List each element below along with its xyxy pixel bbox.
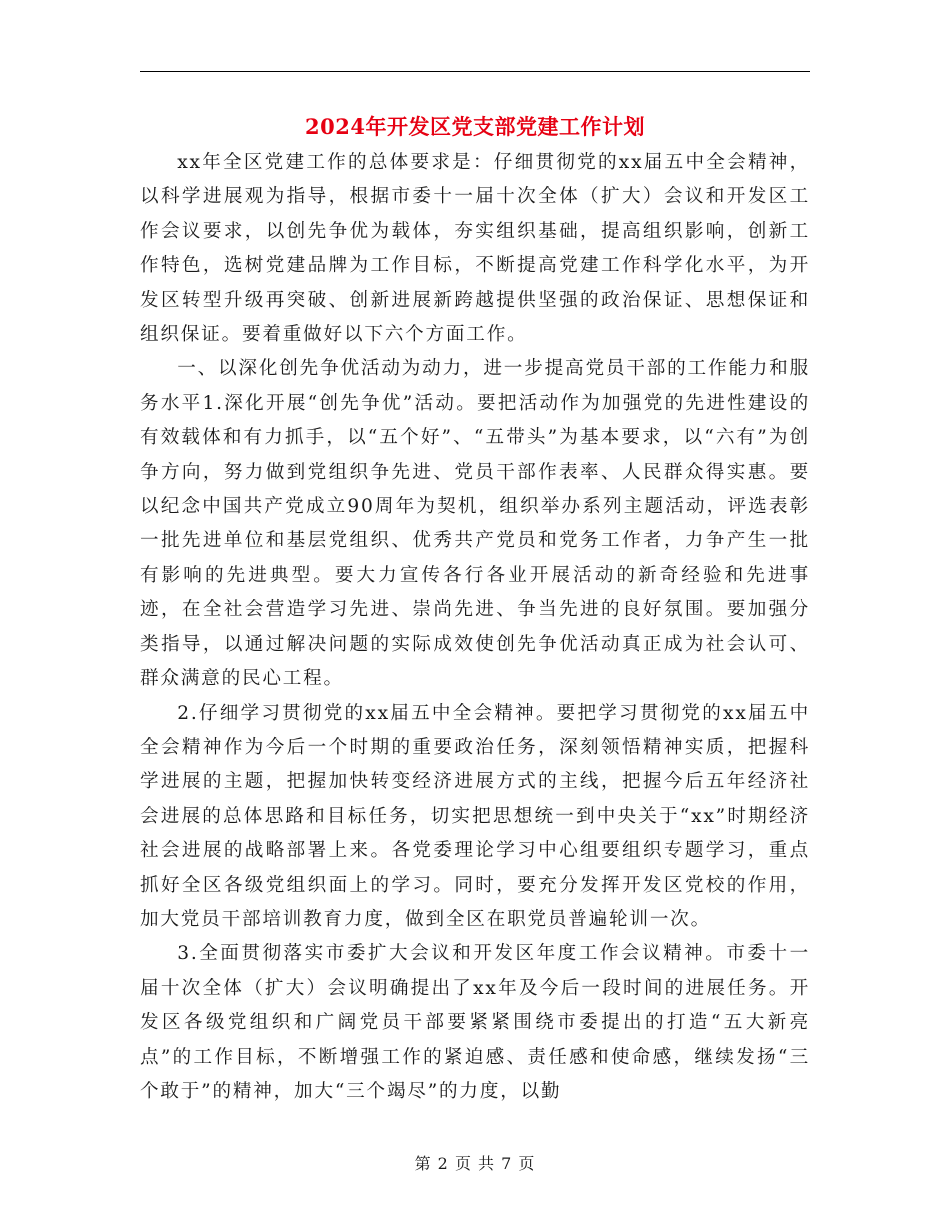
paragraph-section-2: 2.仔细学习贯彻党的xx届五中全会精神。要把学习贯彻党的xx届五中全会精神作为今后一个时期的重要政治任务，深刻领悟精神实质，把握科学进展的主题，把握加快转变经济进展方式的主线，把握今后五年经济社会进展的总体思路和目标任务，切实把思想统一到中央关于“xx”时期经济社会进展的战略部署上来。各党委理论学习中心组要组织专题学习，重点抓好全区各级党组织面上的学习。同时，要充分发挥开发区党校的作用，加大党员干部培训教育力度，做到全区在职党员普遍轮训一次。: [140, 702, 810, 930]
page-number-label: 第 2 页 共 7 页: [414, 1154, 536, 1173]
header-rule: [140, 71, 810, 72]
paragraph-intro: xx年全区党建工作的总体要求是：仔细贯彻党的xx届五中全会精神，以科学进展观为指导，根据市委十一届十次全体（扩大）会议和开发区工作会议要求，以创先争优为载体，夯实组织基础，提高组织影响，创新工作特色，选树党建品牌为工作目标，不断提高党建工作科学化水平，为开发区转型升级再突破、创新进展新跨越提供坚强的政治保证、思想保证和组织保证。要着重做好以下六个方面工作。: [140, 152, 810, 346]
page-footer: [0, 1152, 950, 1176]
paragraph-section-1: 一、以深化创先争优活动为动力，进一步提高党员干部的工作能力和服务水平1.深化开展“创先争优”活动。要把活动作为加强党的先进性建设的有效载体和有力抓手，以“五个好”、“五带头”为基本要求，以“六有”为创争方向，努力做到党组织争先进、党员干部作表率、人民群众得实惠。要以纪念中国共产党成立90周年为契机，组织举办系列主题活动，评选表彰一批先进单位和基层党组织、优秀共产党员和党务工作者，力争产生一批有影响的先进典型。要大力宣传各行各业开展活动的新奇经验和先进事迹，在全社会营造学习先进、崇尚先进、争当先进的良好氛围。要加强分类指导，以通过解决问题的实际成效使创先争优活动真正成为社会认可、群众满意的民心工程。: [140, 358, 810, 690]
document-title: 2024年开发区党支部党建工作计划: [305, 114, 645, 139]
document-body: [140, 146, 810, 1109]
paragraph-section-3: 3.全面贯彻落实市委扩大会议和开发区年度工作会议精神。市委十一届十次全体（扩大）会议明确提出了xx年及今后一段时间的进展任务。开发区各级党组织和广阔党员干部要紧紧围绕市委提出的打造“五大新亮点”的工作目标，不断增强工作的紧迫感、责任感和使命感，继续发扬“三个敢于”的精神，加大“三个竭尽”的力度，以勤: [140, 943, 810, 1102]
